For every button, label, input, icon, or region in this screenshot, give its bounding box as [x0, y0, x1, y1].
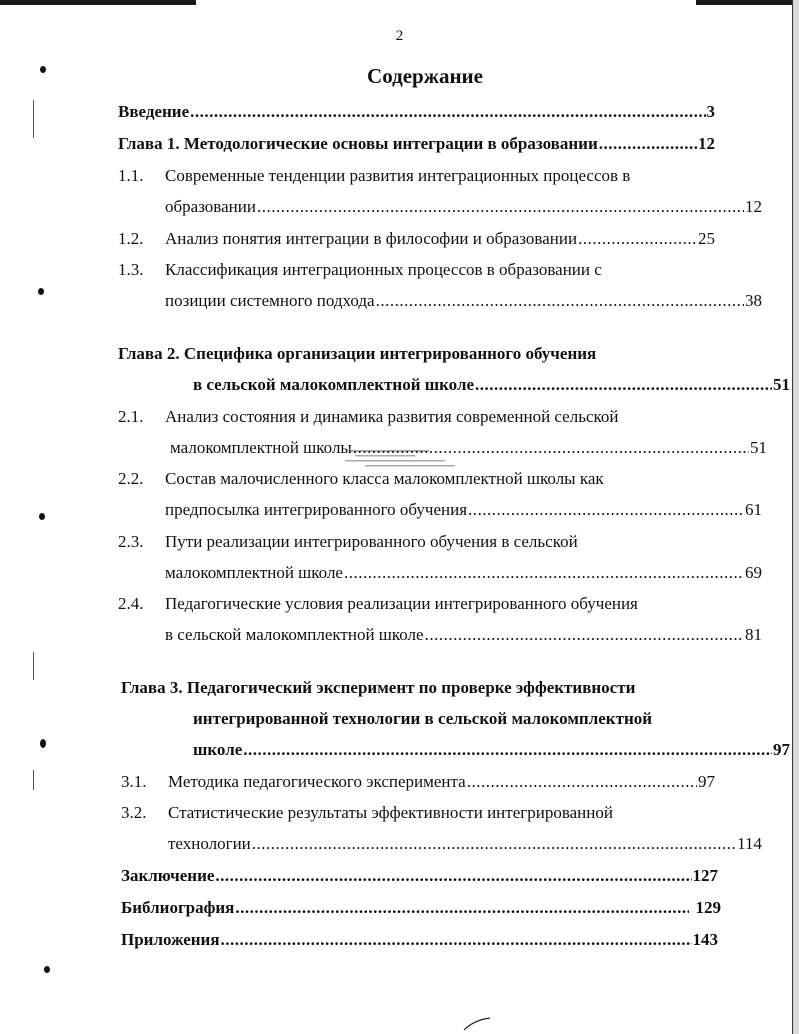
toc-section-number: 2.1. [118, 407, 144, 426]
toc-entry-chapter-3-line2[interactable] [118, 708, 790, 730]
toc-label: Методика педагогического эксперимента [168, 772, 466, 791]
toc-label: Библиография [121, 898, 235, 917]
toc-leader [353, 437, 749, 459]
toc-section-number: 2.4. [118, 594, 144, 613]
toc-entry-3-1[interactable] [121, 771, 715, 793]
toc-page-number: 127 [692, 866, 718, 885]
pen-stroke [462, 1016, 492, 1032]
scan-right-edge [792, 0, 799, 1034]
toc-entry-1-2[interactable] [118, 228, 715, 250]
toc-page-number: 97 [773, 740, 790, 759]
toc-entry-chapter-2-cont[interactable] [118, 374, 790, 396]
toc-label: Пути реализации интегрированного обучения в сельской [165, 532, 578, 551]
toc-entry-1-3-cont[interactable] [118, 290, 762, 312]
scan-speck [40, 739, 46, 748]
scan-speck [38, 288, 44, 295]
toc-page-number: 12 [698, 134, 715, 153]
toc-entry-2-4[interactable] [118, 593, 715, 615]
toc-entry-2-2-cont[interactable] [118, 499, 762, 521]
toc-entry-3-2[interactable] [121, 802, 718, 824]
toc-label: Глава 2. Специфика организации интегрированного обучения [118, 344, 597, 363]
toc-leader [467, 771, 697, 793]
toc-label: Приложения [121, 930, 220, 949]
toc-label: интегрированной технологии в сельской малокомплектной [193, 709, 653, 728]
toc-entry-chapter-1[interactable] [118, 133, 715, 155]
toc-leader [475, 374, 772, 396]
toc-label: Введение [118, 102, 190, 121]
toc-entry-1-1[interactable] [118, 165, 715, 187]
toc-section-number: 3.1. [121, 772, 147, 791]
toc-entry-conclusion[interactable] [121, 865, 718, 887]
scan-speck [39, 513, 45, 520]
toc-page-number: 38 [745, 291, 762, 310]
scan-line [33, 100, 34, 138]
toc-entry-1-3[interactable] [118, 259, 715, 281]
scan-speck [44, 966, 50, 973]
toc-label: Классификация интеграционных процессов в образовании с [165, 260, 602, 279]
toc-page-number: 3 [706, 102, 715, 121]
toc-entry-2-1-cont[interactable] [118, 437, 767, 459]
toc-entry-bibliography[interactable] [121, 897, 721, 919]
toc-entry-chapter-2[interactable] [118, 343, 715, 365]
toc-label: позиции системного подхода [165, 291, 375, 310]
scan-line [33, 770, 34, 790]
toc-entry-chapter-3[interactable] [121, 677, 718, 699]
toc-label: Глава 1. Методологические основы интеграции в образовании [118, 134, 598, 153]
toc-section-number: 2.3. [118, 532, 144, 551]
toc-page-number: 12 [745, 197, 762, 216]
toc-entry-2-3-cont[interactable] [118, 562, 762, 584]
toc-label: предпосылка интегрированного обучения [165, 500, 468, 519]
toc-leader [425, 624, 744, 646]
toc-page-number: 51 [773, 375, 790, 394]
scan-top-gap [196, 0, 696, 5]
toc-section-number: 3.2. [121, 803, 147, 822]
toc-label: Анализ состояния и динамика развития современной сельской [165, 407, 619, 426]
toc-leader [599, 133, 697, 155]
toc-label: технологии [168, 834, 251, 853]
toc-leader [376, 290, 744, 312]
toc-entry-appendices[interactable] [121, 929, 718, 951]
toc-label: Глава 3. Педагогический эксперимент по проверке эффективности [121, 678, 636, 697]
toc-leader [235, 897, 688, 919]
toc-page-number: 25 [698, 229, 715, 248]
toc-leader [252, 833, 736, 855]
toc-leader [190, 101, 705, 123]
toc-entry-2-2[interactable] [118, 468, 715, 490]
toc-leader [243, 739, 772, 761]
toc-leader [257, 196, 744, 218]
toc-page-number: 143 [692, 930, 718, 949]
toc-label: в сельской малокомплектной школе [165, 625, 424, 644]
toc-label: в сельской малокомплектной школе [193, 375, 475, 394]
toc-page-number: 114 [737, 834, 762, 853]
toc-entry-2-3[interactable] [118, 531, 715, 553]
toc-label: Заключение [121, 866, 215, 885]
toc-page-number: 129 [695, 898, 721, 917]
toc-page-number: 51 [750, 438, 767, 457]
toc-page-number: 69 [745, 563, 762, 582]
page-title: Содержание [367, 64, 483, 88]
toc-entry-intro[interactable] [118, 101, 715, 123]
toc-entry-2-1[interactable] [118, 406, 715, 428]
toc-label: Педагогические условия реализации интегрированного обучения [165, 594, 638, 613]
toc-page-number: 81 [745, 625, 762, 644]
toc-entry-2-4-cont[interactable] [118, 624, 762, 646]
toc-leader [215, 865, 691, 887]
toc-section-number: 1.2. [118, 229, 144, 248]
toc-section-number: 2.2. [118, 469, 144, 488]
toc-label: образовании [165, 197, 256, 216]
toc-label: малокомплектной школе [165, 563, 343, 582]
toc-leader [578, 228, 697, 250]
toc-label: Состав малочисленного класса малокомплектной школы как [165, 469, 604, 488]
toc-page-number: 61 [745, 500, 762, 519]
toc-section-number: 1.3. [118, 260, 144, 279]
toc-label: школе [193, 740, 243, 759]
toc-leader [344, 562, 744, 584]
toc-label: Анализ понятия интеграции в философии и образовании [165, 229, 578, 248]
toc-leader [468, 499, 744, 521]
toc-section-number: 1.1. [118, 166, 144, 185]
scan-line [33, 652, 34, 680]
toc-label: малокомплектной школы [170, 438, 352, 457]
toc-label: Статистические результаты эффективности интегрированной [168, 803, 613, 822]
toc-entry-3-2-cont[interactable] [121, 833, 762, 855]
toc-label: Современные тенденции развития интеграционных процессов в [165, 166, 631, 185]
toc-entry-chapter-3-cont[interactable] [118, 739, 790, 761]
page-number: 2 [395, 28, 404, 44]
toc-page-number: 97 [698, 772, 715, 791]
toc-entry-1-1-cont[interactable] [118, 196, 762, 218]
toc-leader [221, 929, 692, 951]
